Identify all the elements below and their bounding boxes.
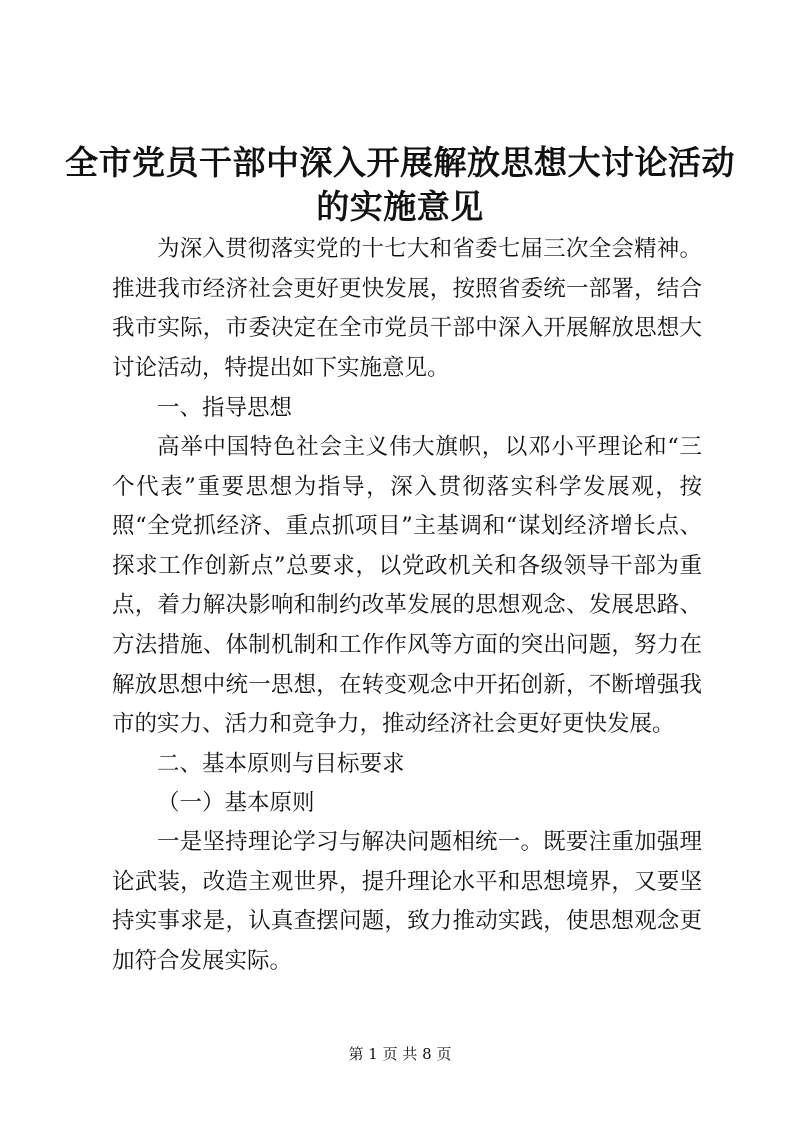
principle-one-paragraph: 一是坚持理论学习与解决问题相统一。既要注重加强理论武装，改造主观世界，提升理论水平和思想境界，又要坚持实事求是，认真查摆问题，致力推动实践，使思想观念更加符合发展实际。 bbox=[112, 829, 702, 974]
document-title-line-2: 的实施意见 bbox=[316, 187, 484, 226]
section-heading-guiding-ideology: 一、指导思想 bbox=[157, 395, 293, 421]
subsection-heading-basic-principles: （一）基本原则 bbox=[157, 790, 315, 816]
document-title-line-1: 全市党员干部中深入开展解放思想大讨论活动 bbox=[65, 143, 735, 182]
page-number-footer: 第 1 页 共 8 页 bbox=[348, 1045, 452, 1063]
intro-paragraph: 为深入贯彻落实党的十七大和省委七届三次全会精神。推进我市经济社会更好更快发展，按照省委统一部署，结合我市实际，市委决定在全市党员干部中深入开展解放思想大讨论活动，特提出如下实施意见。 bbox=[112, 236, 702, 381]
section-heading-principles-goals: 二、基本原则与目标要求 bbox=[157, 751, 405, 777]
guiding-ideology-paragraph: 高举中国特色社会主义伟大旗帜，以邓小平理论和“三个代表”重要思想为指导，深入贯彻落实科学发展观，按照“全党抓经济、重点抓项目”主基调和“谋划经济增长点、探求工作创新点”总要求，以党政机关和各级领导干部为重点，着力解决影响和制约改革发展的思想观念、发展思路、方法措施、体制机制和工作作风等方面的突出问题，努力在解放思想中统一思想，在转变观念中开拓创新，不断增强我市的实力、活力和竞争力，推动经济社会更好更快发展。 bbox=[112, 434, 702, 738]
